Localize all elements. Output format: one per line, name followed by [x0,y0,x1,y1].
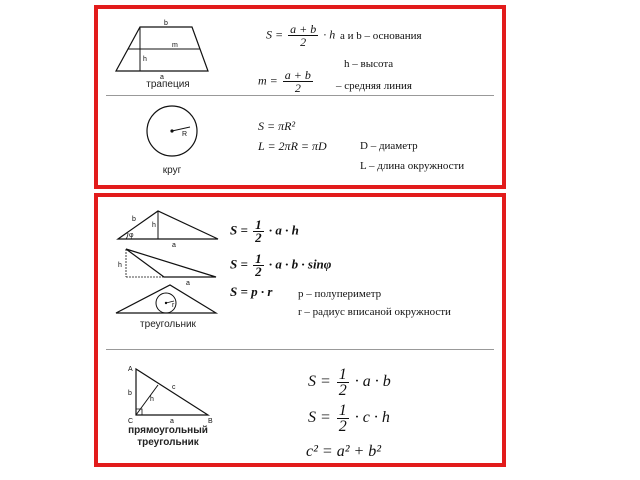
triangle-figure-2 [116,245,216,287]
triangle-caption: треугольник [140,319,196,330]
circle-caption: круг [162,165,182,176]
triangle-figure-1 [112,207,212,249]
midline-note: – средняя линия [336,80,412,92]
label-a: a [160,74,164,81]
bases-note: a и b – основания [340,30,422,42]
right-triangle-formula-1: S = $\frac{1}{2}$ · a · b [308,366,391,399]
circle-area-formula: S = πR² [258,119,296,133]
label-A: A [128,366,133,373]
label-a: a [172,242,176,249]
semiperimeter-note: p – полупериметр [298,288,382,300]
trapezoid-figure [112,17,212,81]
right-triangle-formula-2: S = $\frac{1}{2}$ · c · h [308,402,390,435]
triangle-formula-2: S = $\frac{1}{2}$ · a · b · sinφ [230,251,332,279]
right-triangle-figure [122,363,212,423]
panel-triangles [94,193,506,467]
right-triangle-caption-line2: треугольник [137,437,199,448]
label-h: h [143,56,147,63]
circle-figure [142,101,202,161]
label-h: h [150,396,154,403]
label-a: a [186,280,190,287]
label-b: b [128,390,132,397]
label-C: C [128,418,134,425]
label-c: c [172,384,176,391]
label-B: B [208,418,213,425]
length-note: L – длина окружности [360,160,465,172]
label-r: R [182,131,188,138]
label-phi: φ [129,232,134,239]
separator [106,349,494,350]
separator [106,95,494,96]
panel-trapezoid-circle [94,5,506,189]
label-m: m [172,42,178,49]
inradius-note: r – радиус вписаной окружности [298,306,451,318]
label-b: b [164,20,168,27]
label-a: a [170,418,174,425]
right-triangle-formula-3: c² = a² + b² [306,443,382,460]
midline-formula: m = $\frac{a + b}{2}$ [258,68,311,95]
label-r: r [172,302,175,309]
label-b: b [132,216,136,223]
trapezoid-caption: трапеция [146,79,190,90]
height-note: h – высота [344,58,394,70]
right-triangle-caption-line1: прямоугольный [128,425,208,436]
label-h: h [152,222,156,229]
trapezoid-area-formula: S = $\frac{a + b}{2}$ · h [266,22,336,49]
label-h: h [118,262,122,269]
triangle-formula-3: S = p · r [230,284,273,299]
circle-length-formula: L = 2πR = πD [258,139,327,153]
triangle-figure-3 [114,281,214,317]
diameter-note: D – диаметр [360,140,418,152]
triangle-formula-1: S = $\frac{1}{2}$ · a · h [230,217,299,245]
